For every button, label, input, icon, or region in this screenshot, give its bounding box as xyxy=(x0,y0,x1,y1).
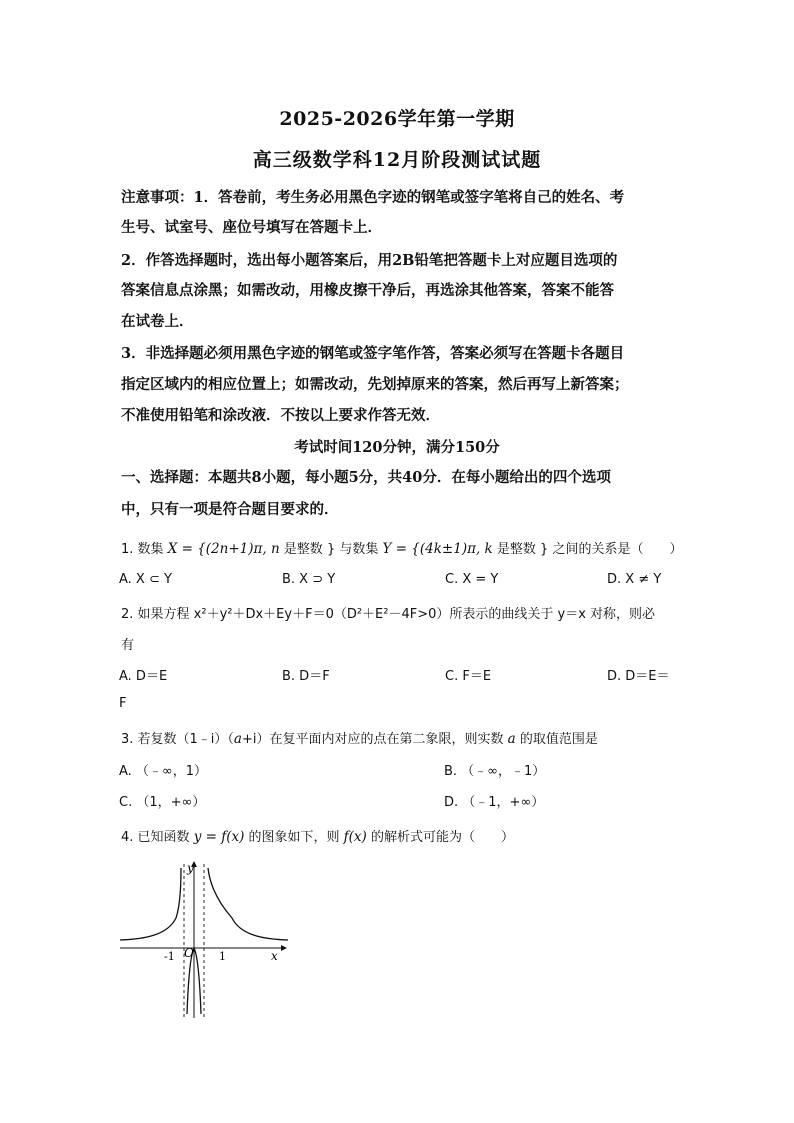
notes-line-7: 指定区域内的相应位置上；如需改动，先划掉原来的答案，然后再写上新答案； xyxy=(121,376,629,393)
q3-option-b: B. （﹣∞，﹣1） xyxy=(444,764,546,779)
q1-option-a: A. X ⊂ Y xyxy=(119,572,172,587)
y-axis-label: y xyxy=(187,861,194,875)
notes-line-3: 2．作答选择题时，选出每小题答案后，用2B铅笔把答题卡上对应题目选项的 xyxy=(121,252,618,269)
exam-info: 考试时间120分钟，满分150分 xyxy=(294,439,500,456)
section1-line-1: 一、选择题：本题共8小题，每小题5分，共40分．在每小题给出的四个选项 xyxy=(121,469,611,486)
q4-text-c: 的解析式可能为（ ） xyxy=(370,830,514,845)
q1-option-d: D. X ≠ Y xyxy=(607,572,662,587)
function-graph xyxy=(118,856,290,1020)
section1-line-2: 中，只有一项是符合题目要求的． xyxy=(121,501,339,518)
notes-line-2: 生号、试室号、座位号填写在答题卡上． xyxy=(121,219,382,236)
question-4 xyxy=(121,826,514,845)
q1-option-c: C. X = Y xyxy=(445,572,499,587)
q3-option-a: A. （﹣∞，1） xyxy=(119,764,208,779)
q2-option-d: D. D＝E＝ xyxy=(607,669,670,684)
x-axis-label: x xyxy=(271,949,278,963)
q2-option-b: B. D＝F xyxy=(282,669,330,684)
q1-option-b: B. X ⊃ Y xyxy=(282,572,336,587)
q4-function-y: y = f(x) xyxy=(193,829,245,845)
q2-option-d-continued: F xyxy=(119,696,127,711)
exam-title: 高三级数学科12月阶段测试试题 xyxy=(252,149,542,171)
origin-label: O xyxy=(184,946,194,960)
notes-line-5: 在试卷上． xyxy=(121,313,194,330)
q4-function-f: f(x) xyxy=(343,829,367,845)
question-1 xyxy=(121,538,682,557)
tick-label-neg-one: -1 xyxy=(164,950,175,963)
q1-text-c: } 与数集 xyxy=(326,542,379,557)
q1-text-e: } 之间的关系是（ ） xyxy=(540,542,683,557)
q1-set-x: X = {(2n+1)π, n xyxy=(167,541,280,557)
notes-line-4: 答案信息点涂黑；如需改动，用橡皮擦干净后，再选涂其他答案，答案不能答 xyxy=(121,282,614,299)
q3-text-c: 的取值范围是 xyxy=(519,732,598,747)
q1-text-a: 1. 数集 xyxy=(121,542,164,557)
q4-text-a: 4. 已知函数 xyxy=(121,830,190,845)
q1-text-b: 是整数 xyxy=(283,542,323,557)
question-2-line-1: 2. 如果方程 x²＋y²＋Dx＋Ey＋F＝0（D²＋E²－4F>0）所表示的曲线关于 y＝x 对称，则必 xyxy=(121,607,656,622)
tick-label-one: 1 xyxy=(219,950,226,963)
q3-text-b: +i）在复平面内对应的点在第二象限，则实数 xyxy=(241,732,504,747)
q2-option-a: A. D＝E xyxy=(119,669,168,684)
question-3 xyxy=(121,728,598,747)
q3-variable-a: a xyxy=(233,731,242,747)
q4-text-b: 的图象如下，则 xyxy=(248,830,340,845)
notes-line-8: 不准使用铅笔和涂改液．不按以上要求作答无效． xyxy=(121,407,440,424)
notes-line-1: 注意事项：1．答卷前，考生务必用黑色字迹的钢笔或签字笔将自己的姓名、考 xyxy=(121,189,625,206)
q3-text-a: 3. 若复数（1﹣i）（ xyxy=(121,732,234,747)
curve-left-branch xyxy=(120,868,181,940)
curve-right-branch xyxy=(208,868,288,940)
q2-option-c: C. F＝E xyxy=(445,669,492,684)
q3-variable-a-2: a xyxy=(507,731,516,747)
notes-line-6: 3．非选择题必须用黑色字迹的钢笔或签字笔作答，答案必须写在答题卡各题目 xyxy=(121,345,625,362)
question-2-line-2: 有 xyxy=(121,638,135,653)
q1-set-y: Y = {(4k±1)π, k xyxy=(382,541,493,557)
q3-option-c: C. （1，+∞） xyxy=(119,795,206,810)
q3-option-d: D. （﹣1，+∞） xyxy=(444,795,545,810)
q1-text-d: 是整数 xyxy=(496,542,536,557)
year-term-title: 2025-2026学年第一学期 xyxy=(279,108,515,130)
